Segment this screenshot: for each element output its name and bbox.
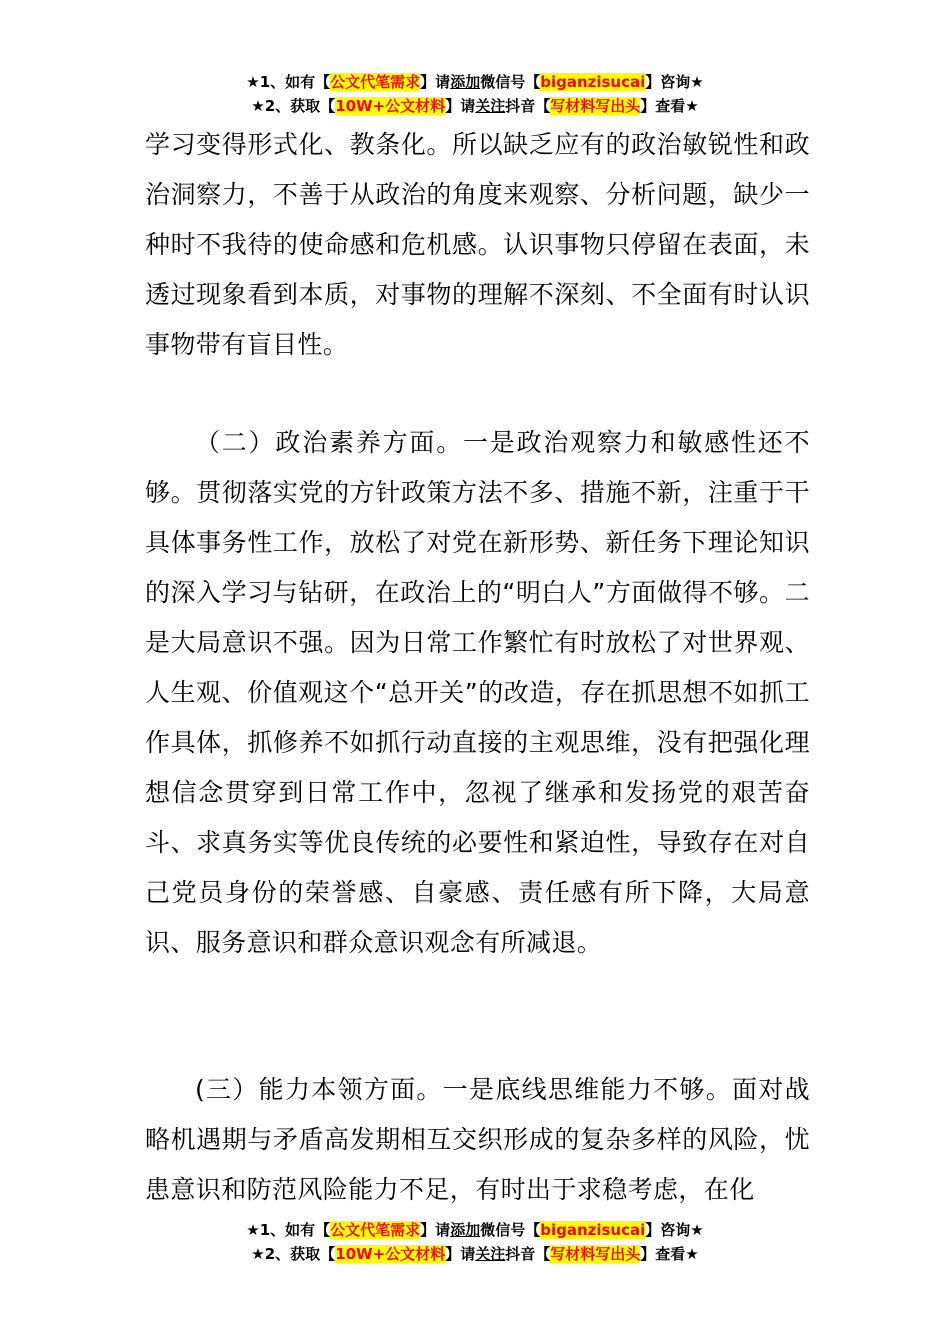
- banner-text: 】请: [420, 1221, 451, 1239]
- paragraph-capability: (三）能力本领方面。一是底线思维能力不够。面对战略机遇期与矛盾高发期相互交织形成的复杂多样的风险，忧患意识和防范风险能力不足，有时出于求稳考虑，在化: [145, 1075, 810, 1204]
- banner-text: 】请: [445, 97, 476, 115]
- banner-highlight: 写材料写出头: [550, 1245, 641, 1263]
- banner-text: 抖音【: [505, 97, 551, 115]
- banner-text: 】查看★: [640, 97, 699, 115]
- banner-underlined-text: 添加: [450, 1221, 481, 1239]
- banner-line-1: [0, 70, 950, 94]
- paragraph-continuation: 学习变得形式化、教条化。所以缺乏应有的政治敏锐性和政治洞察力，不善于从政治的角度来观察、分析问题，缺少一种时不我待的使命感和危机感。认识事物只停留在表面，未透过现象看到本质，对事物的理解不深刻、不全面有时认识事物带有盲目性。: [145, 130, 810, 359]
- header-banner: [0, 70, 950, 118]
- banner-text: 抖音【: [505, 1245, 551, 1263]
- banner-line-2: [0, 94, 950, 118]
- banner-text: 】咨询★: [645, 1221, 704, 1239]
- banner-text: 】查看★: [640, 1245, 699, 1263]
- banner-text: 微信号【: [480, 73, 541, 91]
- banner-highlight: 10W+公文材料: [335, 1245, 446, 1263]
- banner-underlined-text: 关注: [475, 97, 506, 115]
- banner-text: 】请: [420, 73, 451, 91]
- banner-highlight: 写材料写出头: [550, 97, 641, 115]
- banner-underlined-text: 添加: [450, 73, 481, 91]
- banner-highlight: 10W+公文材料: [335, 97, 446, 115]
- banner-text: 】请: [445, 1245, 476, 1263]
- banner-line-2: [0, 1242, 950, 1266]
- banner-text: ★2、获取【: [251, 97, 336, 115]
- banner-text: ★1、如有【: [246, 73, 331, 91]
- banner-text: 微信号【: [480, 1221, 541, 1239]
- banner-text: 】咨询★: [645, 73, 704, 91]
- banner-highlight: biganzisucai: [540, 1221, 646, 1239]
- banner-highlight: 公文代笔需求: [330, 1221, 421, 1239]
- banner-text: ★1、如有【: [246, 1221, 331, 1239]
- banner-text: ★2、获取【: [251, 1245, 336, 1263]
- paragraph-political-literacy: （二）政治素养方面。一是政治观察力和敏感性还不够。贯彻落实党的方针政策方法不多、措施不新，注重于干具体事务性工作，放松了对党在新形势、新任务下理论知识的深入学习与钻研，在政治上的“明白人”方面做得不够。二是大局意识不强。因为日常工作繁忙有时放松了对世界观、人生观、价值观这个“总开关”的改造，存在抓思想不如抓工作具体，抓修养不如抓行动直接的主观思维，没有把强化理想信念贯穿到日常工作中，忽视了继承和发扬党的艰苦奋斗、求真务实等优良传统的必要性和紧迫性，导致存在对自己党员身份的荣誉感、自豪感、责任感有所下降，大局意识、服务意识和群众意识观念有所减退。: [145, 428, 810, 957]
- banner-underlined-text: 关注: [475, 1245, 506, 1263]
- banner-highlight: biganzisucai: [540, 73, 646, 91]
- banner-highlight: 公文代笔需求: [330, 73, 421, 91]
- banner-line-1: [0, 1218, 950, 1242]
- footer-banner: [0, 1218, 950, 1266]
